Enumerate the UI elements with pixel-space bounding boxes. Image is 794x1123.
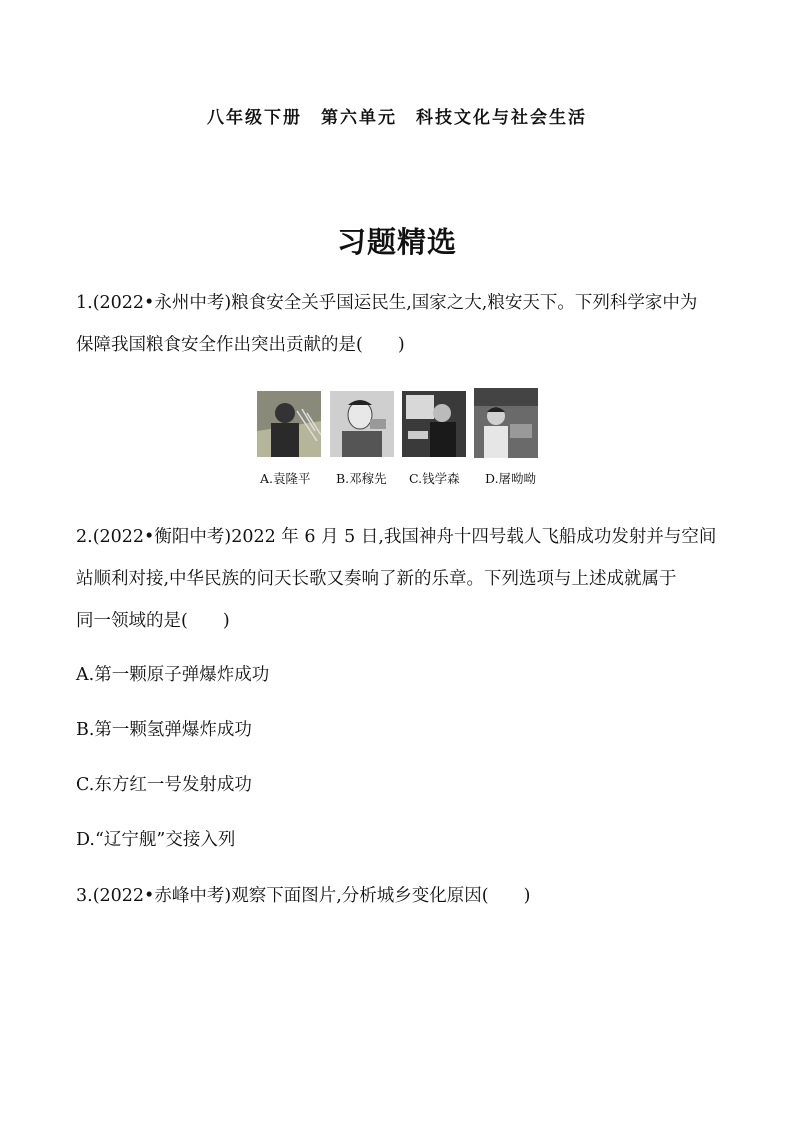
unit-header: 八年级下册 第六单元 科技文化与社会生活 (207, 108, 587, 128)
question-2-option-b: B.第一颗氢弹爆炸成功 (76, 720, 252, 740)
question-2-option-c: C.东方红一号发射成功 (76, 775, 252, 795)
question-1 (76, 282, 726, 366)
caption-a: A.袁隆平 (260, 471, 311, 486)
question-1-line-1: 1.(2022•永州中考)粮食安全关乎国运民生,国家之大,粮安天下。下列科学家中为 (76, 293, 698, 313)
question-2 (76, 516, 726, 642)
photo-yuan-longping (257, 391, 321, 457)
scientist-photos (257, 391, 547, 491)
question-1-line-2: 保障我国粮食安全作出突出贡献的是( ) (76, 335, 405, 355)
question-2-line-3: 同一领域的是( ) (76, 611, 230, 631)
question-2-line-2: 站顺利对接,中华民族的问天长歌又奏响了新的乐章。下列选项与上述成就属于 (76, 569, 677, 589)
photo-deng-jiaxian (330, 391, 394, 457)
question-2-option-d: D.“辽宁舰”交接入列 (76, 830, 236, 850)
photo-tu-youyou (474, 388, 538, 458)
question-2-line-1: 2.(2022•衡阳中考)2022 年 6 月 5 日,我国神舟十四号载人飞船成功发射并与空间 (76, 527, 717, 547)
question-3-line-1: 3.(2022•赤峰中考)观察下面图片,分析城乡变化原因( ) (76, 886, 531, 906)
caption-d: D.屠呦呦 (485, 471, 537, 486)
caption-c: C.钱学森 (409, 471, 460, 486)
photo-qian-xuesen (402, 391, 466, 457)
question-2-option-a: A.第一颗原子弹爆炸成功 (76, 665, 270, 685)
page-title: 习题精选 (336, 225, 457, 259)
caption-b: B.邓稼先 (336, 471, 387, 486)
